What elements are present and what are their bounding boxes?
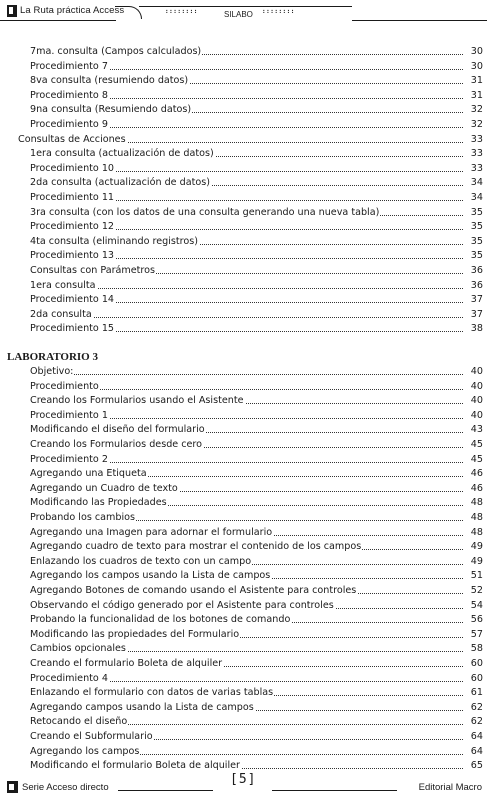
toc-entry-label: 4ta consulta (eliminando registros) (30, 235, 198, 247)
toc-entry-label: Procedimiento 1 (30, 409, 108, 421)
toc-entry (0, 45, 487, 59)
toc-entry-label: 2da consulta (30, 308, 92, 320)
toc-entry-page: 35 (464, 249, 483, 263)
toc-entry-label: Agregando una Etiqueta (30, 468, 147, 480)
toc-entry-label: Procedimiento 11 (30, 192, 115, 203)
toc-entry-label: Observando el código generado por el Asistente para controles (30, 599, 334, 611)
toc-entry-page: 46 (464, 482, 483, 496)
toc-entry-page: 49 (464, 555, 483, 569)
toc-entry (0, 394, 487, 408)
toc-entry-label: Modificando las Propiedades (30, 497, 167, 509)
toc-entry (0, 526, 487, 540)
toc-entry-page: 60 (464, 672, 483, 686)
toc-entry-page: 35 (464, 206, 483, 220)
toc-entry-label: Creando los Formularios usando el Asistente (30, 395, 244, 407)
toc-entry-label: Procedimiento 4 (30, 672, 108, 684)
toc-entry-page: 56 (464, 613, 483, 627)
toc-entry-page: 32 (464, 103, 483, 117)
toc-entry (0, 686, 487, 700)
page-number: [5] (230, 772, 257, 787)
toc-entry-page: 40 (464, 365, 483, 379)
toc-entry-page: 33 (464, 147, 483, 161)
toc-entry-page: 60 (464, 657, 483, 671)
toc-entry (0, 235, 487, 249)
toc-entry (0, 511, 487, 525)
toc-entry-label: Enlazando los cuadros de texto con un campo (30, 555, 252, 567)
toc-entry-label: Enlazando el formulario con datos de varias tablas (30, 687, 274, 699)
toc-entry (0, 380, 487, 394)
toc-entry-page: 40 (464, 394, 483, 408)
toc-entry (0, 206, 487, 220)
toc-entry-label: Procedimiento 12 (30, 221, 115, 233)
toc-entry-page: 34 (464, 176, 483, 190)
toc-entry-label: 1era consulta (actualización de datos) (30, 148, 214, 160)
header-title: La Ruta práctica Access (20, 5, 125, 16)
toc-entry-page: 64 (464, 745, 483, 759)
toc-entry-label: Procedimiento 14 (30, 294, 115, 306)
toc-entry (0, 118, 487, 132)
toc-entry (0, 745, 487, 759)
toc-entry (0, 569, 487, 583)
toc-entry-label: Procedimiento 15 (30, 323, 115, 335)
toc-entry (0, 89, 487, 103)
toc-entry-label: 3ra consulta (con los datos de una consulta generando una nueva tabla) (30, 206, 380, 218)
toc-entry (0, 642, 487, 656)
toc-entry-label: Creando el Subformulario (30, 731, 153, 742)
toc-entry (0, 540, 487, 554)
toc-entry-page: 34 (464, 191, 483, 205)
header-rule-right (352, 20, 487, 21)
toc-entry-page: 40 (464, 380, 483, 394)
toc-entry (0, 730, 487, 744)
toc-entry-label: Agregando los campos (30, 745, 140, 757)
toc-entry (0, 249, 487, 263)
toc-entry-page: 35 (464, 220, 483, 234)
toc-entry (0, 60, 487, 74)
toc-entry-label: Agregando cuadro de texto para mostrar el contenido de los campos (30, 541, 362, 553)
toc-entry (0, 409, 487, 423)
toc-entry-label: Agregando un Cuadro de texto (30, 482, 178, 494)
toc-entry-page: 51 (464, 569, 483, 583)
toc-entry (0, 657, 487, 671)
toc-entry (0, 453, 487, 467)
section-heading: LABORATORIO 3 (7, 351, 98, 363)
toc-entry (0, 176, 487, 190)
toc-entry (0, 191, 487, 205)
toc-entry-page: 31 (464, 89, 483, 103)
toc-entry-page: 30 (464, 45, 483, 59)
series-icon (7, 781, 18, 793)
header-dots-left: :::::::: (165, 8, 198, 15)
toc-entry (0, 279, 487, 293)
page-footer (0, 768, 487, 800)
footer-rule-right (272, 790, 397, 791)
toc-entry (0, 701, 487, 715)
toc-entry-label: Consultas con Parámetros (30, 265, 156, 276)
toc-entry (0, 467, 487, 481)
book-icon (7, 5, 17, 17)
toc-entry-label: Procedimiento 2 (30, 453, 108, 465)
toc-entry (0, 147, 487, 161)
toc-entry-label: Probando la funcionalidad de los botones de comando (30, 614, 291, 626)
toc-entry-page: 65 (464, 759, 483, 773)
toc-entry (0, 365, 487, 379)
toc-entry-page: 62 (464, 715, 483, 729)
toc-entry-page: 33 (464, 162, 483, 176)
toc-entry-label: Consultas de Acciones (18, 133, 126, 145)
toc-entry-label: Procedimiento 8 (30, 89, 108, 101)
toc-entry-label: 8va consulta (resumiendo datos) (30, 75, 189, 87)
toc-entry-page: 48 (464, 511, 483, 525)
toc-entry (0, 438, 487, 452)
toc-entry-page: 58 (464, 642, 483, 656)
toc-entry-label: 7ma. consulta (Campos calculados) (30, 46, 202, 57)
toc-entry-page: 38 (464, 322, 483, 336)
toc-entry-label: Agregando campos usando la Lista de campos (30, 701, 254, 713)
toc-entry-label: Creando los Formularios desde cero (30, 439, 203, 450)
toc-entry (0, 672, 487, 686)
toc-entry (0, 482, 487, 496)
toc-entry-page: 32 (464, 118, 483, 132)
header-section: SILABO (224, 10, 253, 19)
toc-entry-label: Modificando el formulario Boleta de alquiler (30, 760, 240, 772)
toc-entry-page: 46 (464, 467, 483, 481)
toc-entry-page: 37 (464, 293, 483, 307)
toc-entry (0, 308, 487, 322)
toc-entry (0, 162, 487, 176)
footer-series: Serie Acceso directo (22, 782, 109, 793)
toc-entry (0, 423, 487, 437)
header-dots-right: :::::::: (262, 8, 295, 15)
toc-entry (0, 496, 487, 510)
toc-entry (0, 322, 487, 336)
header-curve (115, 6, 142, 19)
toc-entry (0, 133, 487, 147)
toc-entry (0, 715, 487, 729)
toc-entry-label: Modificando el diseño del formulario (30, 424, 205, 436)
toc-entry-page: 45 (464, 453, 483, 467)
footer-rule-left (118, 790, 213, 791)
toc-entry-page: 36 (464, 279, 483, 293)
toc-entry-label: Probando los cambios (30, 512, 135, 523)
toc-entry-page: 35 (464, 235, 483, 249)
toc-entry-page: 45 (464, 438, 483, 452)
toc-entry-page: 54 (464, 599, 483, 613)
toc-entry-page: 52 (464, 584, 483, 598)
toc-entry (0, 613, 487, 627)
toc-entry (0, 599, 487, 613)
toc-entry-page: 64 (464, 730, 483, 744)
toc-leader (30, 374, 465, 375)
toc-entry-label: Objetivo: (30, 366, 74, 377)
toc-entry-label: Procedimiento 10 (30, 162, 115, 174)
toc-entry-label: Cambios opcionales (30, 643, 126, 655)
toc-entry-label: Retocando el diseño (30, 716, 128, 728)
toc-entry-page: 48 (464, 526, 483, 540)
toc-entry-page: 36 (464, 264, 483, 278)
toc-entry-page: 30 (464, 60, 483, 74)
toc-entry (0, 584, 487, 598)
header-rule-left (0, 20, 116, 21)
toc-entry (0, 220, 487, 234)
toc-entry-page: 48 (464, 496, 483, 510)
toc-entry (0, 74, 487, 88)
toc-entry (0, 103, 487, 117)
toc-entry-page: 57 (464, 628, 483, 642)
toc-entry-page: 61 (464, 686, 483, 700)
toc-entry-label: Modificando las propiedades del Formulario (30, 628, 240, 640)
toc-entry-label: Agregando los campos usando la Lista de campos (30, 570, 271, 582)
toc-entry (0, 264, 487, 278)
toc-entry-page: 43 (464, 423, 483, 437)
toc-entry-label: Procedimiento 13 (30, 250, 115, 262)
toc-entry-label: Procedimiento 9 (30, 119, 108, 130)
toc-entry-page: 49 (464, 540, 483, 554)
toc-entry-label: Agregando una Imagen para adornar el formulario (30, 526, 273, 538)
page-header (0, 0, 487, 24)
toc-entry-label: Agregando Botones de comando usando el Asistente para controles (30, 585, 357, 596)
toc-entry-page: 62 (464, 701, 483, 715)
toc-entry-label: Creando el formulario Boleta de alquiler (30, 658, 223, 669)
toc-entry-label: Procedimiento 7 (30, 60, 108, 72)
toc-entry-label: 2da consulta (actualización de datos) (30, 177, 210, 189)
toc-entry-page: 37 (464, 308, 483, 322)
toc-entry-label: Procedimiento (30, 380, 99, 392)
toc-entry-label: 1era consulta (30, 279, 96, 291)
toc-entry-page: 33 (464, 133, 483, 147)
footer-publisher: Editorial Macro (418, 782, 482, 793)
toc-entry (0, 293, 487, 307)
toc-entry-page: 31 (464, 74, 483, 88)
toc-entry-label: 9na consulta (Resumiendo datos) (30, 104, 192, 116)
toc-leader (30, 317, 465, 318)
toc-entry (0, 628, 487, 642)
toc-entry (0, 555, 487, 569)
toc-entry-page: 40 (464, 409, 483, 423)
